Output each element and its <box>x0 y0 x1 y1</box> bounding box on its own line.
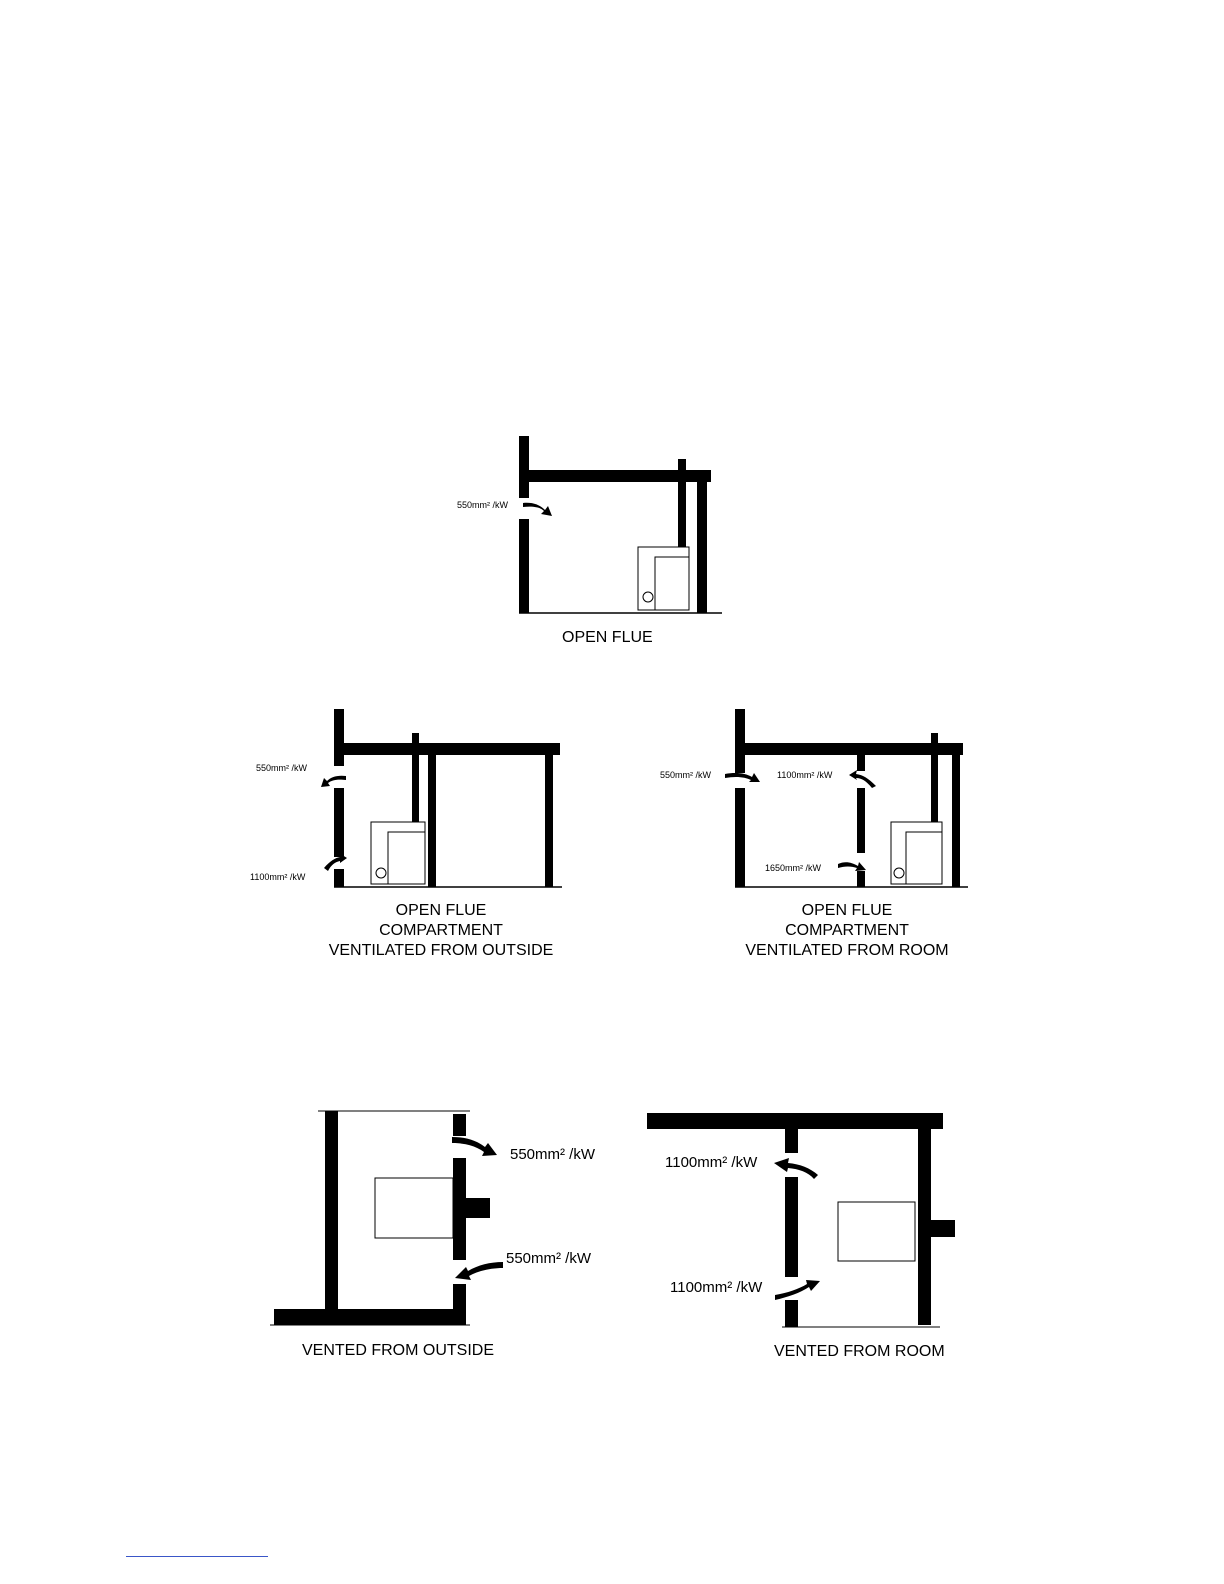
boiler-panel <box>906 832 942 884</box>
caption-vented-outside: VENTED FROM OUTSIDE <box>302 1342 495 1359</box>
outer-wall-lower <box>519 519 529 613</box>
vent-top-arrow-icon <box>321 776 346 787</box>
vent-top-arrow-icon <box>452 1137 497 1156</box>
vent-label: 550mm² /kW <box>457 500 509 510</box>
inner-wall-top <box>785 1113 798 1153</box>
compartment-wall-middle <box>857 788 865 853</box>
flue-pipe <box>931 733 938 827</box>
outer-wall-upper <box>519 436 529 498</box>
flue-pipe <box>678 459 686 551</box>
vent-bottom-arrow-icon <box>775 1280 820 1300</box>
boiler-panel <box>655 557 689 610</box>
floor-slab <box>274 1309 464 1325</box>
caption-line-1: OPEN FLUE <box>395 902 487 919</box>
vent-top-label: 550mm² /kW <box>256 763 308 773</box>
outer-wall <box>918 1113 931 1325</box>
diagram-compartment-room <box>660 709 968 959</box>
outer-wall-bottom <box>334 869 344 887</box>
compartment-wall <box>428 743 436 887</box>
inner-wall-middle <box>785 1177 798 1277</box>
compartment-wall-lower <box>857 871 865 887</box>
outer-wall-top <box>334 709 344 766</box>
far-wall <box>545 743 553 887</box>
outer-wall-top <box>735 709 745 773</box>
boiler-body <box>375 1178 453 1238</box>
vent-bottom-arrow-icon <box>838 862 866 871</box>
vent-bottom-label: 1100mm² /kW <box>670 1279 763 1296</box>
compartment-wall-upper <box>857 743 865 771</box>
outer-wall-bottom <box>735 788 745 887</box>
vent-top-label: 1100mm² /kW <box>665 1154 758 1171</box>
flue-pipe <box>412 733 419 827</box>
boiler-body <box>838 1202 915 1261</box>
caption-line-3: VENTILATED FROM OUTSIDE <box>328 942 554 959</box>
diagram-compartment-outside <box>250 709 562 959</box>
vent-top-label: 550mm² /kW <box>510 1146 596 1163</box>
caption-line-2: COMPARTMENT <box>379 922 503 939</box>
outer-wall-top <box>453 1114 466 1136</box>
flue-terminal <box>929 1220 955 1237</box>
footnote-rule <box>126 1556 268 1557</box>
vent-top-arrow-icon <box>774 1158 818 1179</box>
left-wall <box>325 1111 338 1312</box>
inner-wall <box>952 743 960 887</box>
vent-bottom-label: 1100mm² /kW <box>250 872 306 882</box>
vent-outer-arrow-icon <box>725 773 760 782</box>
outer-wall-bottom <box>453 1284 466 1325</box>
vent-top-arrow-icon <box>849 770 876 788</box>
vent-bottom-label: 550mm² /kW <box>506 1250 592 1267</box>
vent-bottom-label: 1650mm² /kW <box>765 863 822 873</box>
boiler-panel <box>388 832 425 884</box>
vent-arrow-icon <box>523 503 552 516</box>
vent-bottom-arrow-icon <box>455 1262 503 1280</box>
diagram-open-flue <box>457 436 722 646</box>
caption-line-2: COMPARTMENT <box>785 922 909 939</box>
caption-line-3: VENTILATED FROM ROOM <box>745 942 949 959</box>
inner-wall-bottom <box>785 1300 798 1327</box>
outer-wall-middle <box>334 788 344 857</box>
diagram-vented-room <box>647 1113 955 1360</box>
vent-top-label: 1100mm² /kW <box>777 770 833 780</box>
caption-vented-room: VENTED FROM ROOM <box>774 1343 945 1360</box>
flue-terminal <box>464 1198 490 1218</box>
vent-outer-label: 550mm² /kW <box>660 770 712 780</box>
caption-line-1: OPEN FLUE <box>801 902 893 919</box>
diagram-vented-outside <box>270 1111 596 1359</box>
ceiling-slab <box>334 743 560 755</box>
ceiling-slab <box>735 743 963 755</box>
caption-open-flue: OPEN FLUE <box>562 629 653 646</box>
inner-wall <box>697 470 707 613</box>
